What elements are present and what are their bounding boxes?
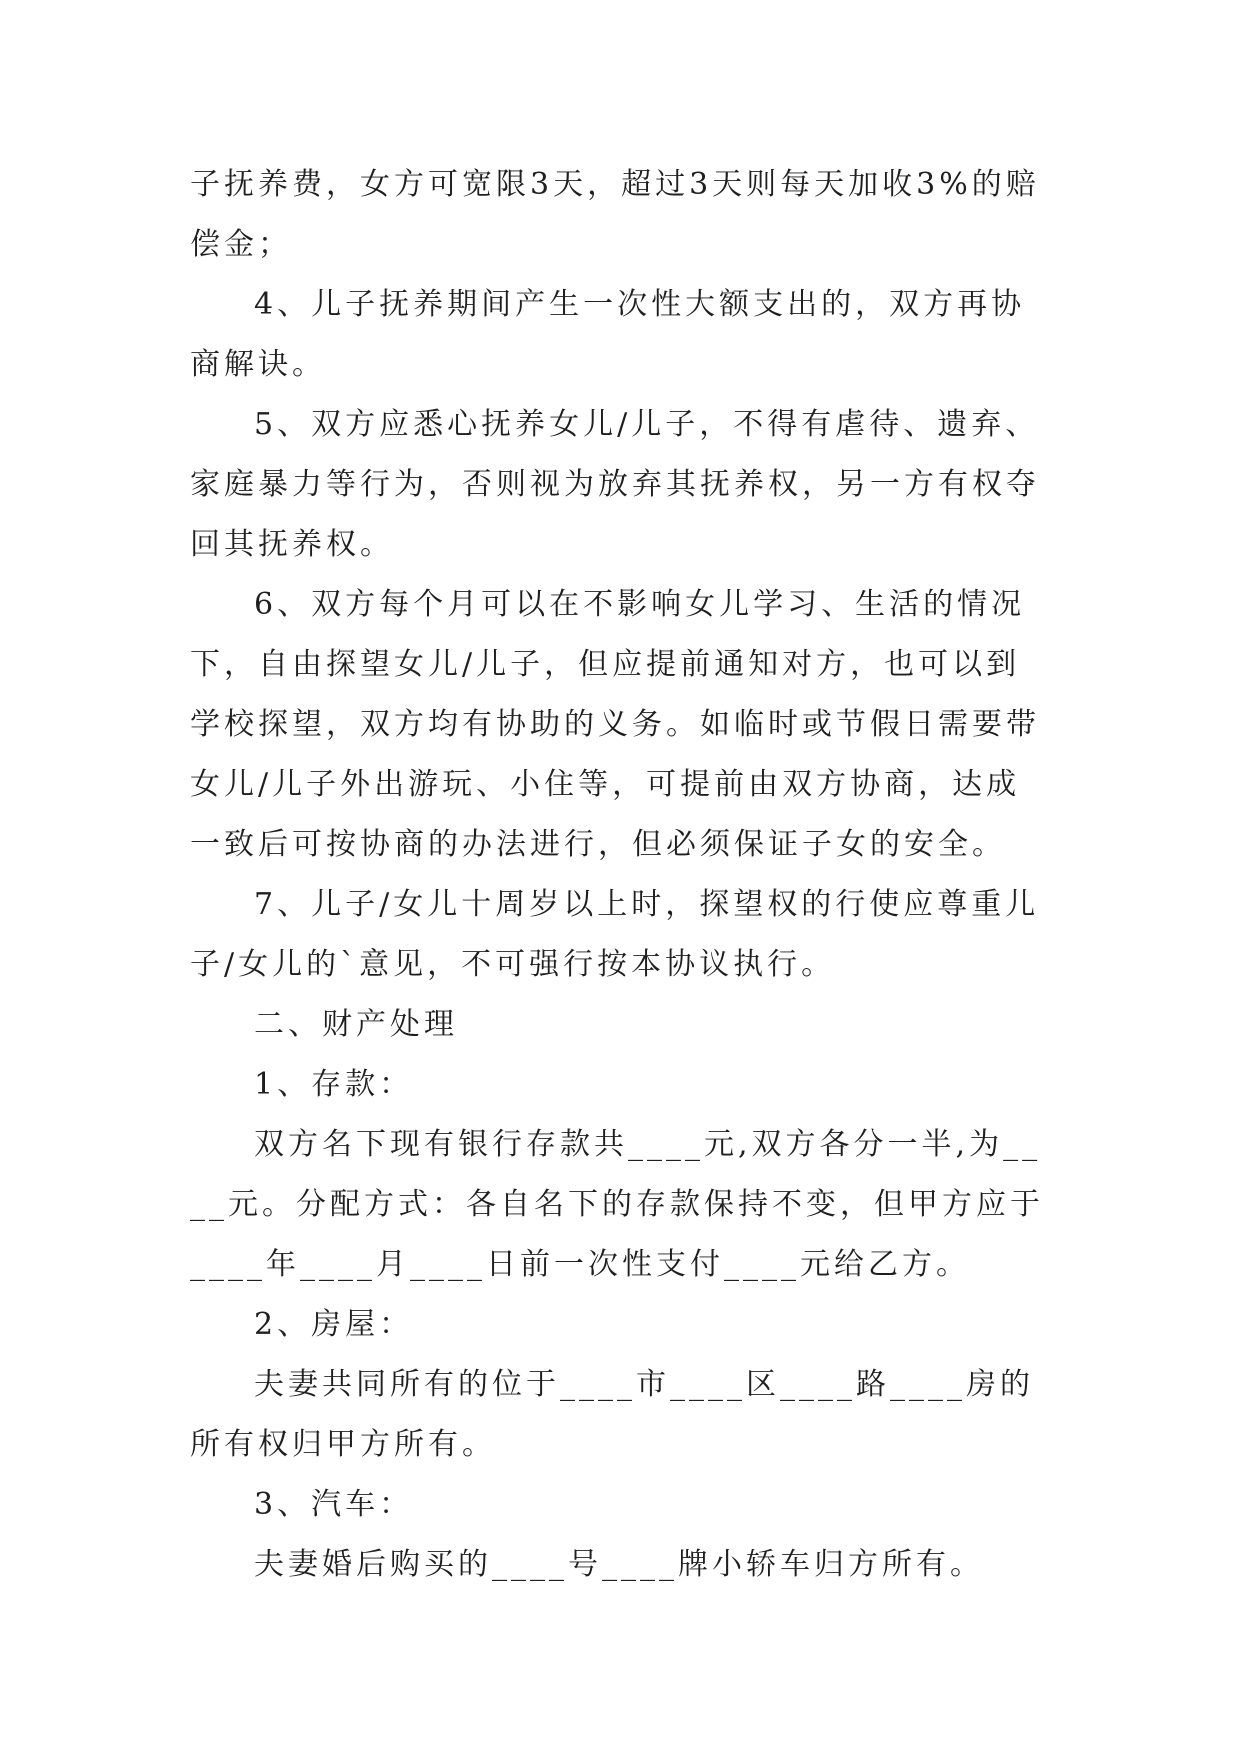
paragraph-deposits: 双方名下现有银行存款共____元,双方各分一半,为____元。分配方式：各自名下的存款保持不变，但甲方应于____年____月____日前一次性支付____元给乙方。 — [190, 1127, 1044, 1282]
section-heading-property: 二、财产处理 — [254, 1007, 458, 1042]
paragraph-car: 夫妻婚后购买的____号____牌小轿车归方所有。 — [254, 1547, 984, 1582]
paragraph-clause-6: 6、双方每个月可以在不影响女儿学习、生活的情况下，自由探望女儿/儿子，但应提前通知对方，也可以到学校探望，双方均有协助的义务。如临时或节假日需要带女儿/儿子外出游玩、小住等，可提前由双方协商，达成一致后可按协商的办法进行，但必须保证子女的安全。 — [190, 587, 1040, 862]
subheading-car: 3、汽车： — [254, 1487, 414, 1522]
document-body — [190, 155, 1050, 1595]
paragraph-clause-5: 5、双方应悉心抚养女儿/儿子，不得有虐待、遗弃、家庭暴力等行为，否则视为放弃其抚养权，另一方有权夺回其抚养权。 — [190, 407, 1040, 562]
paragraph-clause-7: 7、儿子/女儿十周岁以上时，探望权的行使应尊重儿子/女儿的`意见，不可强行按本协议执行。 — [190, 887, 1040, 982]
subheading-deposits: 1、存款： — [254, 1067, 414, 1102]
paragraph-house: 夫妻共同所有的位于____市____区____路____房的所有权归甲方所有。 — [190, 1367, 1034, 1462]
subheading-house: 2、房屋： — [254, 1307, 414, 1342]
paragraph-support-fee: 子抚养费，女方可宽限3天，超过3天则每天加收3%的赔偿金； — [190, 167, 1040, 262]
paragraph-clause-4: 4、儿子抚养期间产生一次性大额支出的，双方再协商解诀。 — [190, 287, 1026, 382]
